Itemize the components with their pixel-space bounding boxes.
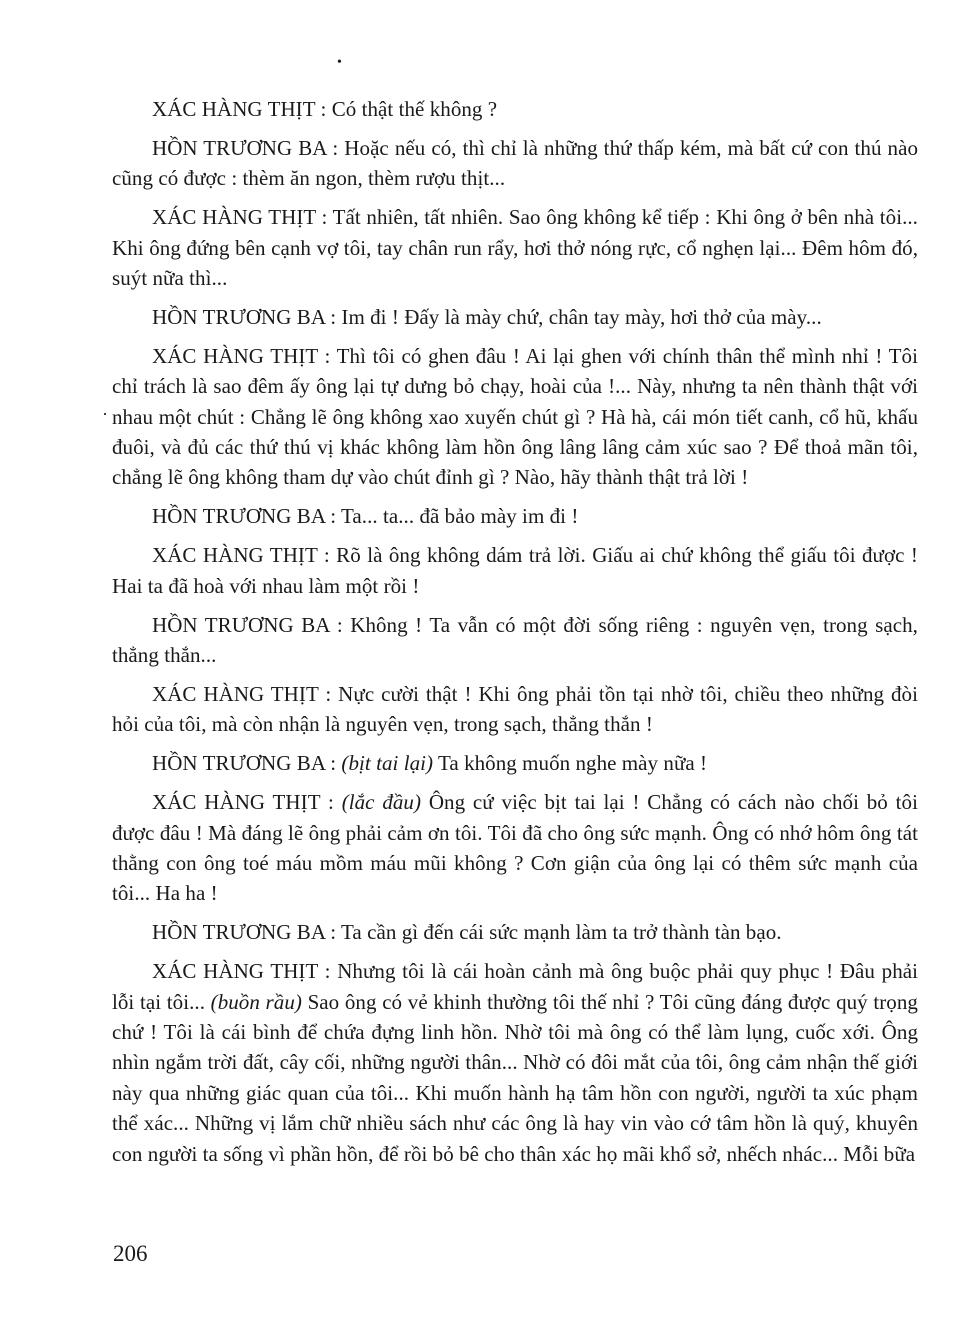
speaker-name: XÁC HÀNG THỊT (152, 543, 318, 568)
line-text: : Nực cười thật ! Khi ông phải tồn tại nhờ tôi, chiều theo những đòi hỏi của tôi, mà còn nhận là nguyên vẹn, trong sạch, thẳng thắn ! (112, 681, 918, 737)
line-text: : Hoặc nếu có, thì chỉ là những thứ thấp kém, mà bất cứ con thú nào cũng có được : thèm ăn ngon, thèm rượu thịt... (112, 135, 918, 191)
dialogue-line (112, 94, 918, 124)
speaker-name: HỒN TRƯƠNG BA (152, 304, 325, 329)
line-text-rest: Ta không muốn nghe mày nữa ! (438, 751, 708, 776)
dialogue-line (112, 501, 918, 531)
dialogue-line (112, 540, 918, 601)
dialogue-line (112, 133, 918, 194)
speaker-name: XÁC HÀNG THỊT (152, 790, 321, 815)
speaker-name: XÁC HÀNG THỊT (152, 205, 316, 230)
stray-tick-mark: · (102, 404, 108, 424)
stage-direction: (lắc đầu) (341, 790, 422, 815)
speaker-name: XÁC HÀNG THỊT (152, 343, 318, 368)
speaker-name: HỒN TRƯƠNG BA (152, 612, 330, 637)
speaker-name: XÁC HÀNG THỊT (152, 959, 318, 984)
line-text: : Thì tôi có ghen đâu ! Ai lại ghen với chính thân thể mình nhỉ ! Tôi chỉ trách là sao đêm ấy ông lại tự dưng bỏ chạy, hoài của !... Này, nhưng ta nên thành thật với nhau một chút : Chẳng lẽ ông không xao xuyến chút gì ? Hà hà, cái món tiết canh, cổ hũ, khấu đuôi, và đủ các thứ thú vị khác không làm hồn ông lâng lâng cảm xúc sao ? Để thoả mãn tôi, chẳng lẽ ông không tham dự vào chút đỉnh gì ? Nào, hãy thành thật trả lời ! (112, 343, 918, 490)
line-text: : Có thật thế không ? (320, 97, 498, 121)
line-text: : Nhưng tôi là cái hoàn cảnh mà ông buộc phải quy phục ! Đâu phải lỗi tại tôi... (112, 959, 918, 1014)
line-text-rest: Ông cứ việc bịt tai lại ! Chẳng có cách nào chối bỏ tôi được đâu ! Mà đáng lẽ ông phải cảm ơn tôi. Tôi đã cho ông sức mạnh. Ông có nhớ hôm ông tát thằng con ông toé máu mồm máu mũi không ? Cơn giận của ông lại có thêm sức mạnh của tôi... Ha ha ! (112, 790, 918, 906)
speaker-name: HỒN TRƯƠNG BA (152, 504, 325, 529)
dialogue-line (112, 787, 918, 909)
speaker-name: HỒN TRƯƠNG BA (152, 920, 325, 945)
line-text: : (328, 790, 334, 815)
dialogue-line (112, 302, 918, 332)
line-text: : Ta cần gì đến cái sức mạnh làm ta trở thành tàn bạo. (330, 920, 782, 945)
dialogue-line (112, 202, 918, 293)
speaker-name: XÁC HÀNG THỊT (152, 681, 319, 706)
speaker-name: XÁC HÀNG THỊT (152, 97, 316, 121)
line-text: : (330, 751, 337, 776)
line-text-rest: Sao ông có vẻ khinh thường tôi thế nhỉ ? Tôi cũng đáng được quý trọng chứ ! Tôi là cái bình để chứa đựng linh hồn. Nhờ tôi mà ông có thể làm lụng, cuốc xới. Ông nhìn ngắm trời đất, cây cối, những người thân... Nhờ có đôi mắt của tôi, ông cảm nhận thế giới này qua những giác quan của tôi... Khi muốn hành hạ tâm hồn con người, người ta xúc phạm thể xác... Những vị lắm chữ nhiều sách như các ông là hay vin vào cớ tâm hồn là quý, khuyên con người ta sống vì phần hồn, để rồi bỏ bê cho thân xác họ mãi khổ sở, nhếch nhác... Mỗi bữa (112, 989, 918, 1166)
dialogue-line (112, 679, 918, 740)
line-text: : Tất nhiên, tất nhiên. Sao ông không kể tiếp : Khi ông ở bên nhà tôi... Khi ông đứng bên cạnh vợ tôi, tay chân run rẩy, hơi thở nóng rực, cổ nghẹn lại... Đêm hôm đó, suýt nữa thì... (112, 205, 918, 291)
page-number: 206 (113, 1241, 148, 1266)
line-text: : Không ! Ta vẫn có một đời sống riêng : nguyên vẹn, trong sạch, thẳng thắn... (112, 612, 918, 667)
line-text: : Im đi ! Đấy là mày chứ, chân tay mày, hơi thở của mày... (330, 304, 822, 329)
line-text: : Ta... ta... đã bảo mày im đi ! (330, 504, 579, 529)
dialogue-line (112, 748, 918, 778)
dialogue-line (112, 341, 918, 493)
dialogue-line (112, 917, 918, 947)
speaker-name: HỒN TRƯƠNG BA (152, 135, 327, 160)
stage-direction: (buồn rầu) (210, 989, 302, 1014)
dialogue-line (112, 956, 918, 1169)
speaker-name: HỒN TRƯƠNG BA (152, 751, 325, 776)
stage-direction: (bịt tai lại) (341, 751, 434, 776)
dialogue-body (112, 94, 918, 1178)
stray-dot-mark: • (337, 55, 342, 70)
line-text: : Rõ là ông không dám trả lời. Giấu ai chứ không thể giấu tôi được ! Hai ta đã hoà với nhau làm một rồi ! (112, 543, 918, 598)
dialogue-line (112, 610, 918, 671)
